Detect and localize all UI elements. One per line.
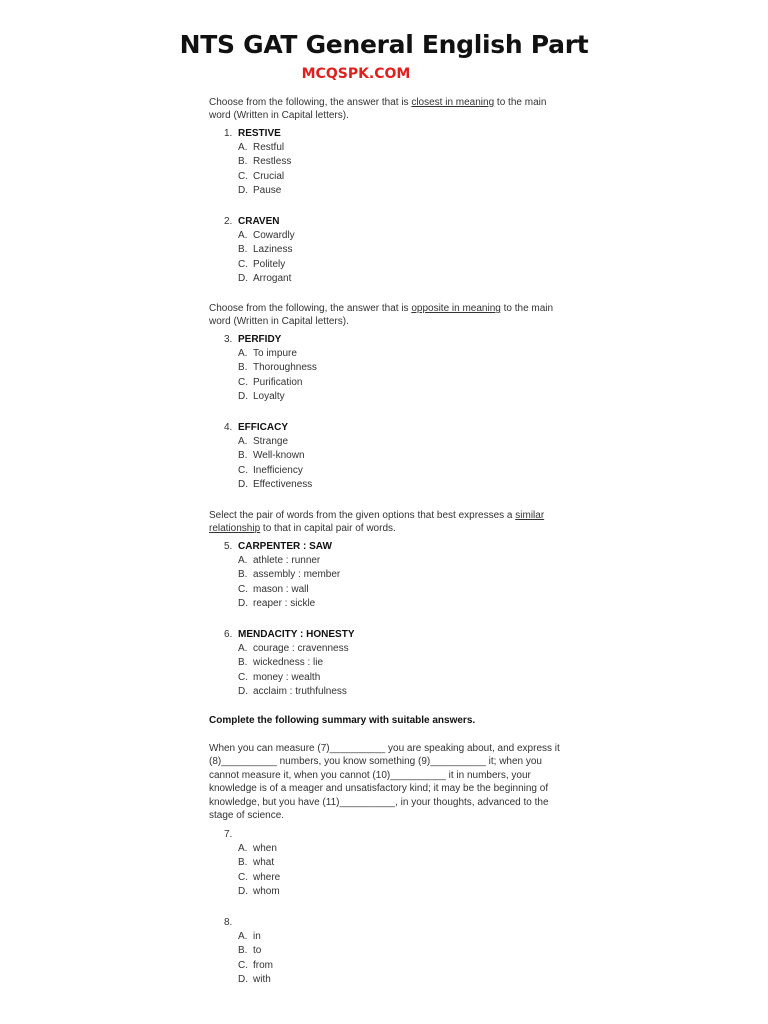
option-letter: A.: [238, 142, 248, 154]
option-letter: B.: [238, 362, 248, 374]
option-text: Inefficiency: [253, 464, 303, 476]
option-letter: D.: [238, 597, 248, 609]
option-list: [224, 229, 295, 286]
option-letter: B.: [238, 450, 248, 462]
question-6: [224, 628, 355, 699]
option-item: [238, 959, 273, 973]
option-letter: A.: [238, 931, 248, 943]
question-4: [224, 421, 312, 492]
option-letter: D.: [238, 478, 248, 490]
option-text: whom: [253, 885, 280, 897]
instruction-text: to the main word (Written in Capital letters).: [209, 303, 554, 327]
option-letter: B.: [238, 569, 248, 581]
option-item: [238, 243, 295, 257]
option-letter: A.: [238, 555, 248, 567]
option-letter: C.: [238, 376, 248, 388]
question-header: [224, 540, 340, 554]
option-letter: B.: [238, 244, 248, 256]
instruction-text: to the main word (Written in Capital letters).: [209, 97, 547, 121]
option-item: [238, 229, 295, 243]
option-text: To impure: [253, 348, 297, 360]
option-item: [238, 141, 291, 155]
option-text: to: [253, 945, 262, 957]
instruction-text: Select the pair of words from the given options that best expresses a: [209, 510, 516, 521]
option-item: [238, 435, 312, 449]
question-number: 7.: [224, 829, 233, 840]
option-letter: B.: [238, 945, 248, 957]
option-list: [224, 554, 340, 611]
instruction-text: to that in capital pair of words.: [260, 523, 396, 534]
option-text: Well-known: [253, 450, 305, 462]
instruction-text: Choose from the following, the answer that is: [209, 303, 412, 314]
option-text: with: [253, 973, 271, 985]
question-header: [224, 916, 273, 930]
option-text: Strange: [253, 436, 289, 448]
option-item: [238, 376, 317, 390]
option-item: [238, 671, 355, 685]
option-item: [238, 478, 312, 492]
option-letter: D.: [238, 685, 248, 697]
option-letter: A.: [238, 843, 248, 855]
option-letter: C.: [238, 258, 248, 270]
option-list: [224, 435, 312, 492]
option-text: Purification: [253, 376, 303, 388]
question-5: [224, 540, 340, 611]
instruction-emphasis: opposite in meaning: [411, 303, 501, 314]
option-text: Restful: [253, 142, 285, 154]
question-word: CARPENTER : SAW: [238, 541, 332, 552]
option-list: [224, 930, 273, 987]
question-header: [224, 628, 355, 642]
option-letter: C.: [238, 871, 248, 883]
option-text: when: [253, 843, 277, 855]
option-item: [238, 568, 340, 582]
question-word: MENDACITY : HONESTY: [238, 629, 355, 640]
option-item: [238, 930, 273, 944]
option-text: wickedness : lie: [253, 657, 324, 669]
option-text: money : wealth: [253, 671, 321, 683]
question-number: 6.: [224, 629, 233, 640]
summary-passage: When you can measure (7)__________ you are speaking about, and express it (8)__________ numbers, you know something (9)__________ it; when you cannot measure it, when you cannot (10)__________ it in numbers, your knowledge is of a meager and unsatisfactory kind; it may be the beginning of knowledge, but you have (11)__________, in your thoughts, advanced to the stage of science.: [209, 743, 560, 822]
site-name: MCQSPK.COM: [301, 66, 411, 82]
option-item: [238, 361, 317, 375]
question-number: 8.: [224, 917, 233, 928]
option-item: [238, 554, 340, 568]
option-text: from: [253, 959, 273, 971]
option-letter: D.: [238, 184, 248, 196]
option-text: Effectiveness: [253, 478, 313, 490]
instruction-analogy: [209, 509, 569, 535]
option-item: [238, 583, 340, 597]
option-item: [238, 170, 291, 184]
option-item: [238, 944, 273, 958]
option-item: [238, 184, 291, 198]
option-item: [238, 885, 280, 899]
option-item: [238, 597, 340, 611]
option-letter: A.: [238, 348, 248, 360]
instruction-synonym: [209, 96, 569, 122]
option-text: assembly : member: [253, 569, 341, 581]
question-header: [224, 828, 280, 842]
option-letter: A.: [238, 436, 248, 448]
option-text: Pause: [253, 184, 282, 196]
question-7: [224, 828, 280, 899]
instruction-text: Choose from the following, the answer that is: [209, 97, 412, 108]
option-item: [238, 258, 295, 272]
question-word: CRAVEN: [238, 216, 280, 227]
option-item: [238, 871, 280, 885]
question-word: EFFICACY: [238, 422, 288, 433]
question-8: [224, 916, 273, 987]
option-item: [238, 685, 355, 699]
option-item: [238, 856, 280, 870]
question-1: [224, 127, 291, 198]
option-item: [238, 464, 312, 478]
question-number: 1.: [224, 128, 233, 139]
option-text: Laziness: [253, 244, 293, 256]
option-letter: A.: [238, 643, 248, 655]
option-letter: C.: [238, 170, 248, 182]
option-list: [224, 347, 317, 404]
question-header: [224, 127, 291, 141]
instruction-emphasis: similar relationship: [209, 510, 545, 534]
instruction-summary: Complete the following summary with suitable answers.: [209, 715, 476, 726]
option-text: acclaim : truthfulness: [253, 685, 347, 697]
option-text: Politely: [253, 258, 286, 270]
question-word: RESTIVE: [238, 128, 281, 139]
option-text: Crucial: [253, 170, 285, 182]
option-item: [238, 842, 280, 856]
option-letter: D.: [238, 390, 248, 402]
option-item: [238, 656, 355, 670]
option-text: where: [253, 871, 281, 883]
option-letter: D.: [238, 973, 248, 985]
question-number: 4.: [224, 422, 233, 433]
option-text: Arrogant: [253, 272, 292, 284]
option-letter: C.: [238, 583, 248, 595]
option-text: Loyalty: [253, 390, 285, 402]
option-text: in: [253, 931, 261, 943]
option-list: [224, 141, 291, 198]
question-header: [224, 333, 317, 347]
option-letter: C.: [238, 464, 248, 476]
option-item: [238, 347, 317, 361]
option-letter: C.: [238, 959, 248, 971]
option-item: [238, 449, 312, 463]
instruction-antonym: [209, 302, 569, 328]
option-text: athlete : runner: [253, 555, 321, 567]
option-text: reaper : sickle: [253, 597, 316, 609]
option-item: [238, 390, 317, 404]
option-list: [224, 842, 280, 899]
option-letter: C.: [238, 671, 248, 683]
instruction-emphasis: closest in meaning: [411, 97, 495, 108]
option-letter: D.: [238, 272, 248, 284]
option-item: [238, 973, 273, 987]
option-list: [224, 642, 355, 699]
option-text: what: [253, 857, 275, 869]
option-text: courage : cravenness: [253, 643, 349, 655]
option-letter: B.: [238, 657, 248, 669]
option-item: [238, 272, 295, 286]
option-text: mason : wall: [253, 583, 309, 595]
question-2: [224, 215, 295, 286]
question-header: [224, 421, 312, 435]
question-number: 5.: [224, 541, 233, 552]
question-3: [224, 333, 317, 404]
option-text: Cowardly: [253, 230, 295, 242]
question-number: 3.: [224, 334, 233, 345]
option-letter: B.: [238, 156, 248, 168]
option-item: [238, 642, 355, 656]
option-item: [238, 155, 291, 169]
option-text: Restless: [253, 156, 292, 168]
option-letter: D.: [238, 885, 248, 897]
document-title: NTS GAT General English Part: [179, 30, 589, 59]
option-letter: A.: [238, 230, 248, 242]
question-number: 2.: [224, 216, 233, 227]
question-header: [224, 215, 295, 229]
question-word: PERFIDY: [238, 334, 282, 345]
option-text: Thoroughness: [253, 362, 317, 374]
option-letter: B.: [238, 857, 248, 869]
